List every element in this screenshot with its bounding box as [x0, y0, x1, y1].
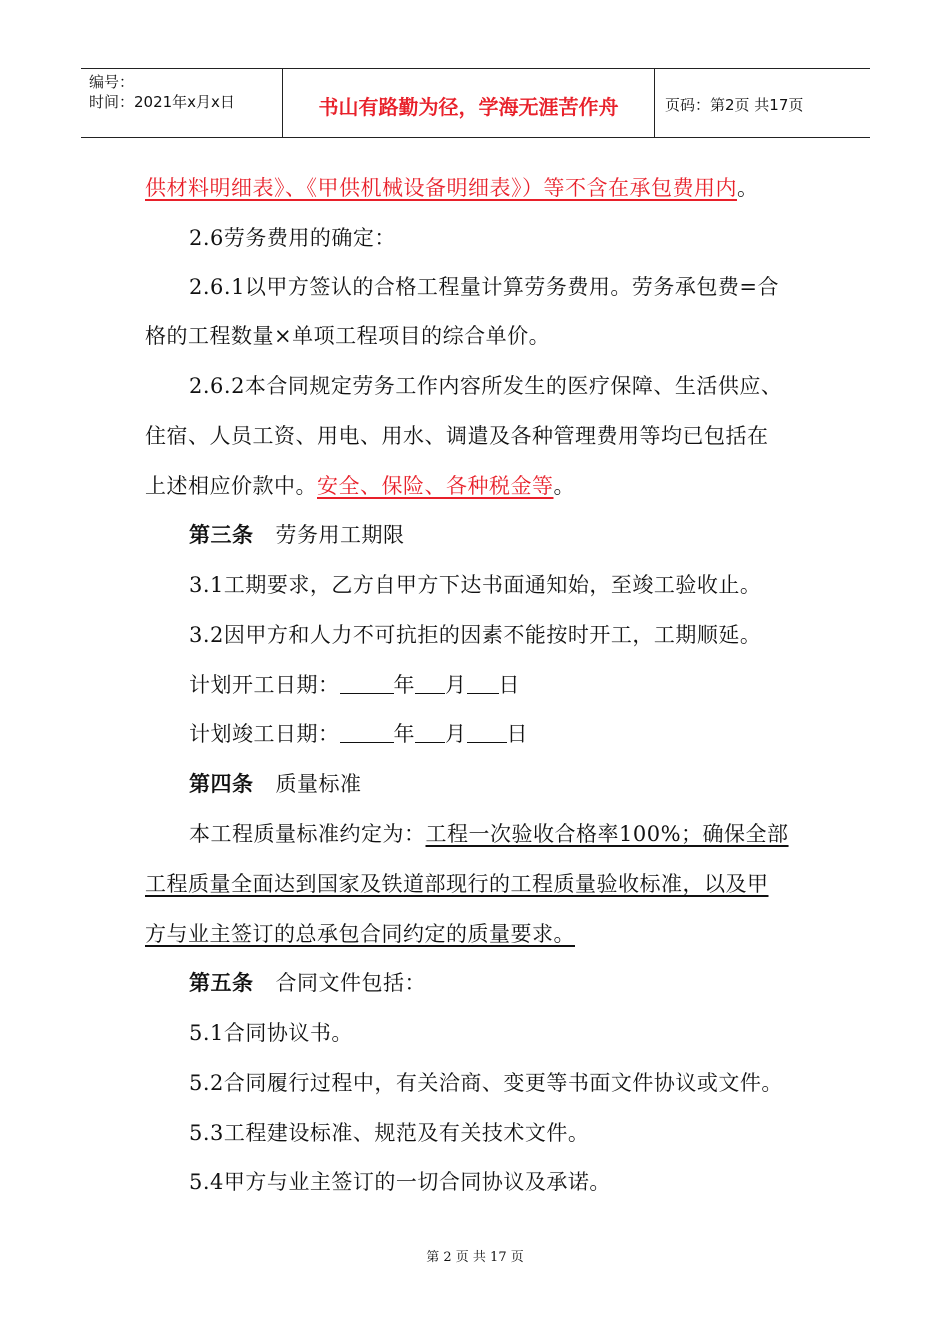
page-footer: 第 2 页 共 17 页	[426, 1250, 524, 1265]
header-motto-cell	[283, 69, 655, 137]
header-page-cell	[655, 69, 870, 137]
field-label: 计划开工日期：	[189, 673, 340, 697]
paragraph-line: 格的工程数量×单项工程项目的综合单价。	[145, 324, 551, 348]
planned-end-date	[189, 721, 879, 747]
text-fragment: 。	[553, 474, 575, 498]
section-heading-2-6: 2.6劳务费用的确定：	[189, 226, 396, 250]
article-title: 合同文件包括：	[275, 971, 426, 995]
paragraph-line	[145, 175, 835, 201]
blank-day	[467, 673, 499, 694]
text-fragment: 。	[737, 176, 759, 200]
underlined-text: 方与业主签订的总承包合同约定的质量要求。	[145, 922, 575, 946]
paragraph-line: 5.3工程建设标准、规范及有关技术文件。	[189, 1121, 590, 1145]
red-underlined-text: 供材料明细表》、《甲供机械设备明细表》）等不含在承包费用内	[145, 176, 737, 200]
paragraph-line: 5.4甲方与业主签订的一切合同协议及承诺。	[189, 1170, 611, 1194]
paragraph-line	[145, 871, 835, 897]
paragraph-line	[189, 821, 879, 847]
paragraph-line: 3.1工期要求，乙方自甲方下达书面通知始，至竣工验收止。	[189, 573, 762, 597]
article-title: 质量标准	[275, 772, 362, 796]
underlined-text: 工程质量全面达到国家及铁道部现行的工程质量验收标准，以及甲	[145, 872, 769, 896]
text-fragment: 本工程质量标准约定为：	[189, 822, 426, 846]
field-label: 计划竣工日期：	[189, 722, 340, 746]
red-underlined-text: 安全、保险、各种税金等	[317, 474, 554, 498]
paragraph-line: 2.6.2本合同规定劳务工作内容所发生的医疗保障、生活供应、	[189, 374, 783, 398]
paragraph-line: 5.1合同协议书。	[189, 1021, 353, 1045]
blank-year	[340, 722, 394, 743]
underlined-text: 工程一次验收合格率100%；确保全部	[425, 822, 789, 846]
planned-start-date	[189, 672, 879, 698]
field-unit: 月	[445, 722, 467, 746]
paragraph-line	[145, 921, 835, 947]
field-unit: 日	[498, 673, 520, 697]
article-heading-3	[189, 522, 879, 548]
article-title: 劳务用工期限	[275, 523, 405, 547]
document-number-label: 编号：	[89, 73, 135, 91]
paragraph-line	[145, 473, 835, 499]
blank-month	[415, 722, 445, 743]
document-date-label: 时间：2021年x月x日	[89, 93, 235, 111]
article-number: 第四条	[189, 772, 254, 796]
blank-year	[340, 673, 394, 694]
header-page-number: 页码：第2页 共17页	[665, 96, 804, 114]
article-number: 第三条	[189, 523, 254, 547]
article-number: 第五条	[189, 971, 254, 995]
paragraph-line: 5.2合同履行过程中，有关洽商、变更等书面文件协议或文件。	[189, 1071, 783, 1095]
paragraph-line: 2.6.1以甲方签认的合格工程量计算劳务费用。劳务承包费=合	[189, 275, 780, 299]
paragraph-line: 3.2因甲方和人力不可抗拒的因素不能按时开工，工期顺延。	[189, 623, 762, 647]
article-heading-5	[189, 970, 879, 996]
blank-month	[415, 673, 445, 694]
field-unit: 年	[393, 673, 415, 697]
article-heading-4	[189, 771, 879, 797]
field-unit: 年	[393, 722, 415, 746]
header-motto: 书山有路勤为径，学海无涯苦作舟	[318, 95, 619, 119]
field-unit: 日	[506, 722, 528, 746]
document-header	[81, 68, 870, 138]
text-fragment: 上述相应价款中。	[145, 474, 317, 498]
blank-day	[467, 722, 507, 743]
header-meta-cell	[81, 69, 283, 137]
paragraph-line: 住宿、人员工资、用电、用水、调遣及各种管理费用等均已包括在	[145, 424, 769, 448]
field-unit: 月	[445, 673, 467, 697]
